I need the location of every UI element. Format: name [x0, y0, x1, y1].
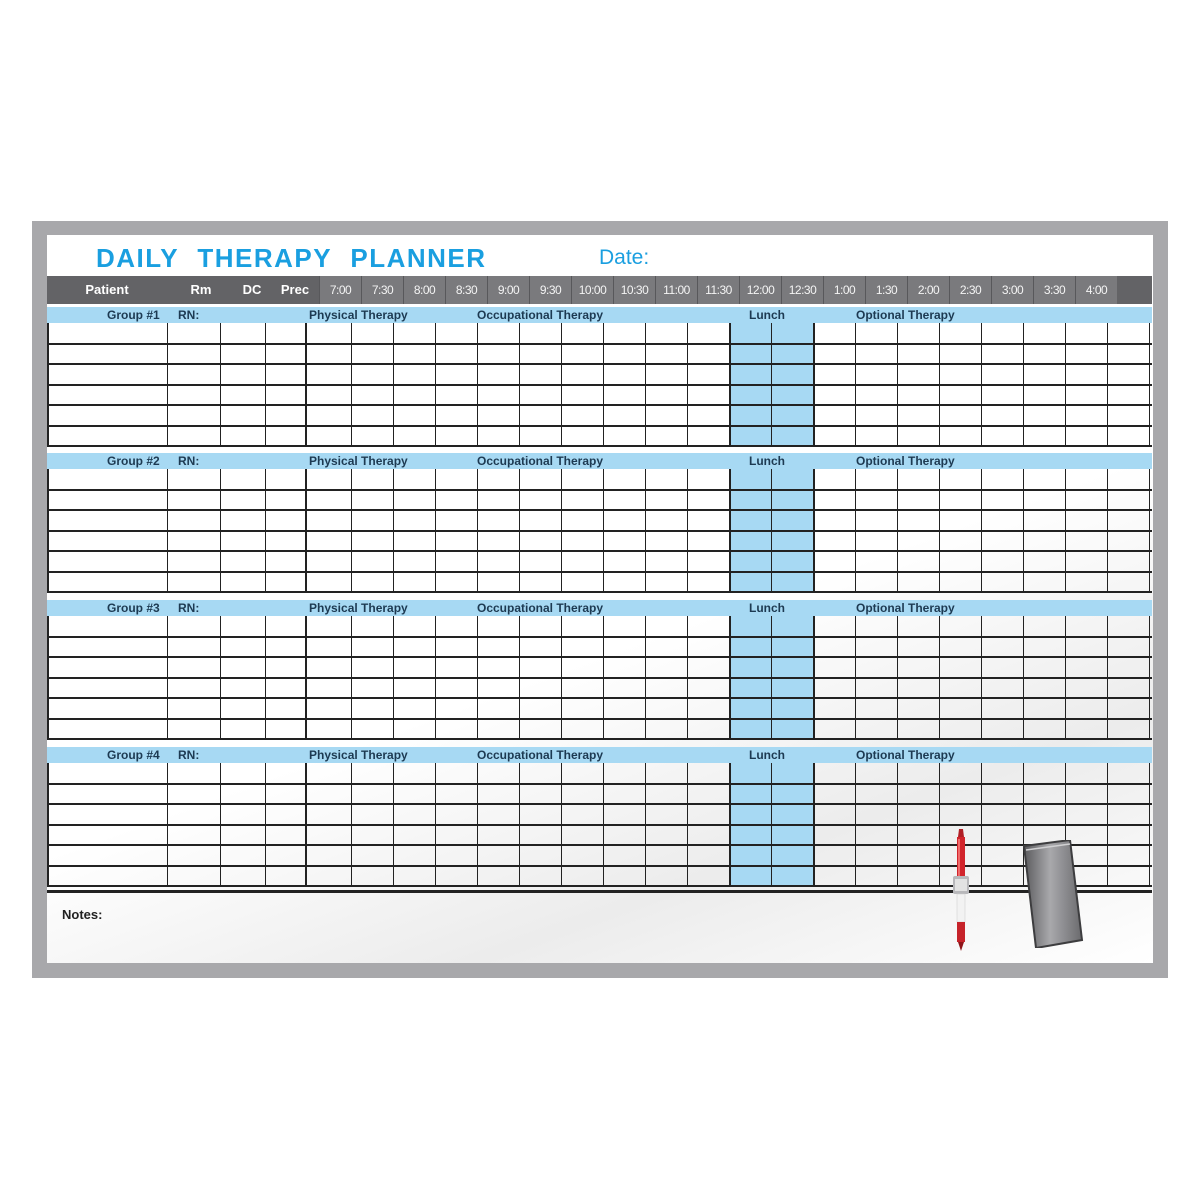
group-section	[47, 600, 1152, 739]
patient-row[interactable]	[47, 825, 1152, 845]
group-optional-therapy: Optional Therapy	[856, 601, 955, 615]
group-grid	[47, 323, 1152, 446]
header-time-16: 3:00	[991, 276, 1033, 304]
group-header	[47, 307, 1152, 323]
header-time-6: 10:00	[571, 276, 613, 304]
header-time-7: 10:30	[613, 276, 655, 304]
header-rm: Rm	[190, 282, 212, 297]
group-name: Group #2	[107, 454, 160, 468]
group-grid	[47, 763, 1152, 886]
header-time-13: 1:30	[865, 276, 907, 304]
patient-row[interactable]	[47, 405, 1152, 425]
header-patient: Patient	[85, 282, 129, 297]
header-time-2: 8:00	[403, 276, 445, 304]
column-header-bar	[47, 276, 1152, 304]
header-prec: Prec	[280, 282, 310, 297]
group-occupational-therapy: Occupational Therapy	[477, 748, 604, 762]
row-line	[47, 591, 1152, 593]
patient-row[interactable]	[47, 490, 1152, 510]
header-time-9: 11:30	[697, 276, 739, 304]
group-name: Group #1	[107, 308, 160, 322]
group-optional-therapy: Optional Therapy	[856, 454, 955, 468]
group-section	[47, 307, 1152, 446]
marker-icon[interactable]	[953, 829, 969, 951]
whiteboard-frame	[32, 221, 1168, 978]
group-physical-therapy: Physical Therapy	[309, 454, 408, 468]
group-name: Group #4	[107, 748, 160, 762]
group-optional-therapy: Optional Therapy	[856, 308, 955, 322]
header-dc: DC	[242, 282, 262, 297]
group-lunch: Lunch	[749, 308, 785, 322]
group-occupational-therapy: Occupational Therapy	[477, 454, 604, 468]
group-lunch: Lunch	[749, 601, 785, 615]
header-time-8: 11:00	[655, 276, 697, 304]
header-time-0: 7:00	[319, 276, 361, 304]
patient-row[interactable]	[47, 510, 1152, 530]
header-time-3: 8:30	[445, 276, 487, 304]
patient-row[interactable]	[47, 845, 1152, 865]
patient-row[interactable]	[47, 385, 1152, 405]
group-section	[47, 453, 1152, 592]
patient-row[interactable]	[47, 364, 1152, 384]
group-occupational-therapy: Occupational Therapy	[477, 601, 604, 615]
patient-row[interactable]	[47, 637, 1152, 657]
group-header	[47, 453, 1152, 469]
group-name: Group #3	[107, 601, 160, 615]
header-time-10: 12:00	[739, 276, 781, 304]
patient-row[interactable]	[47, 784, 1152, 804]
group-physical-therapy: Physical Therapy	[309, 601, 408, 615]
group-grid	[47, 469, 1152, 592]
group-rn-label: RN:	[178, 601, 200, 615]
notes-label: Notes:	[62, 907, 103, 922]
patient-row[interactable]	[47, 866, 1152, 886]
group-header	[47, 747, 1152, 763]
patient-row[interactable]	[47, 344, 1152, 364]
patient-row[interactable]	[47, 698, 1152, 718]
header-time-5: 9:30	[529, 276, 571, 304]
patient-row[interactable]	[47, 469, 1152, 489]
header-time-14: 2:00	[907, 276, 949, 304]
patient-row[interactable]	[47, 531, 1152, 551]
header-time-11: 12:30	[781, 276, 823, 304]
row-line	[47, 885, 1152, 887]
header-time-17: 3:30	[1033, 276, 1075, 304]
patient-row[interactable]	[47, 763, 1152, 783]
group-physical-therapy: Physical Therapy	[309, 748, 408, 762]
group-header	[47, 600, 1152, 616]
date-label: Date:	[599, 246, 650, 269]
header-time-4: 9:00	[487, 276, 529, 304]
board-title: DAILY THERAPY PLANNER	[96, 243, 487, 273]
row-line	[47, 445, 1152, 447]
patient-row[interactable]	[47, 572, 1152, 592]
group-rn-label: RN:	[178, 748, 200, 762]
patient-row[interactable]	[47, 678, 1152, 698]
group-lunch: Lunch	[749, 454, 785, 468]
group-rn-label: RN:	[178, 308, 200, 322]
header-time-18: 4:00	[1075, 276, 1117, 304]
group-grid	[47, 616, 1152, 739]
header-time-1: 7:30	[361, 276, 403, 304]
group-lunch: Lunch	[749, 748, 785, 762]
header-time-15: 2:30	[949, 276, 991, 304]
group-occupational-therapy: Occupational Therapy	[477, 308, 604, 322]
patient-row[interactable]	[47, 657, 1152, 677]
patient-row[interactable]	[47, 719, 1152, 739]
patient-row[interactable]	[47, 616, 1152, 636]
group-physical-therapy: Physical Therapy	[309, 308, 408, 322]
patient-row[interactable]	[47, 426, 1152, 446]
eraser-icon[interactable]	[1022, 840, 1084, 948]
group-optional-therapy: Optional Therapy	[856, 748, 955, 762]
patient-row[interactable]	[47, 551, 1152, 571]
group-rn-label: RN:	[178, 454, 200, 468]
grid-bottom-line	[47, 890, 1152, 893]
row-line	[47, 738, 1152, 740]
patient-row[interactable]	[47, 804, 1152, 824]
group-section	[47, 747, 1152, 886]
header-time-12: 1:00	[823, 276, 865, 304]
patient-row[interactable]	[47, 323, 1152, 343]
